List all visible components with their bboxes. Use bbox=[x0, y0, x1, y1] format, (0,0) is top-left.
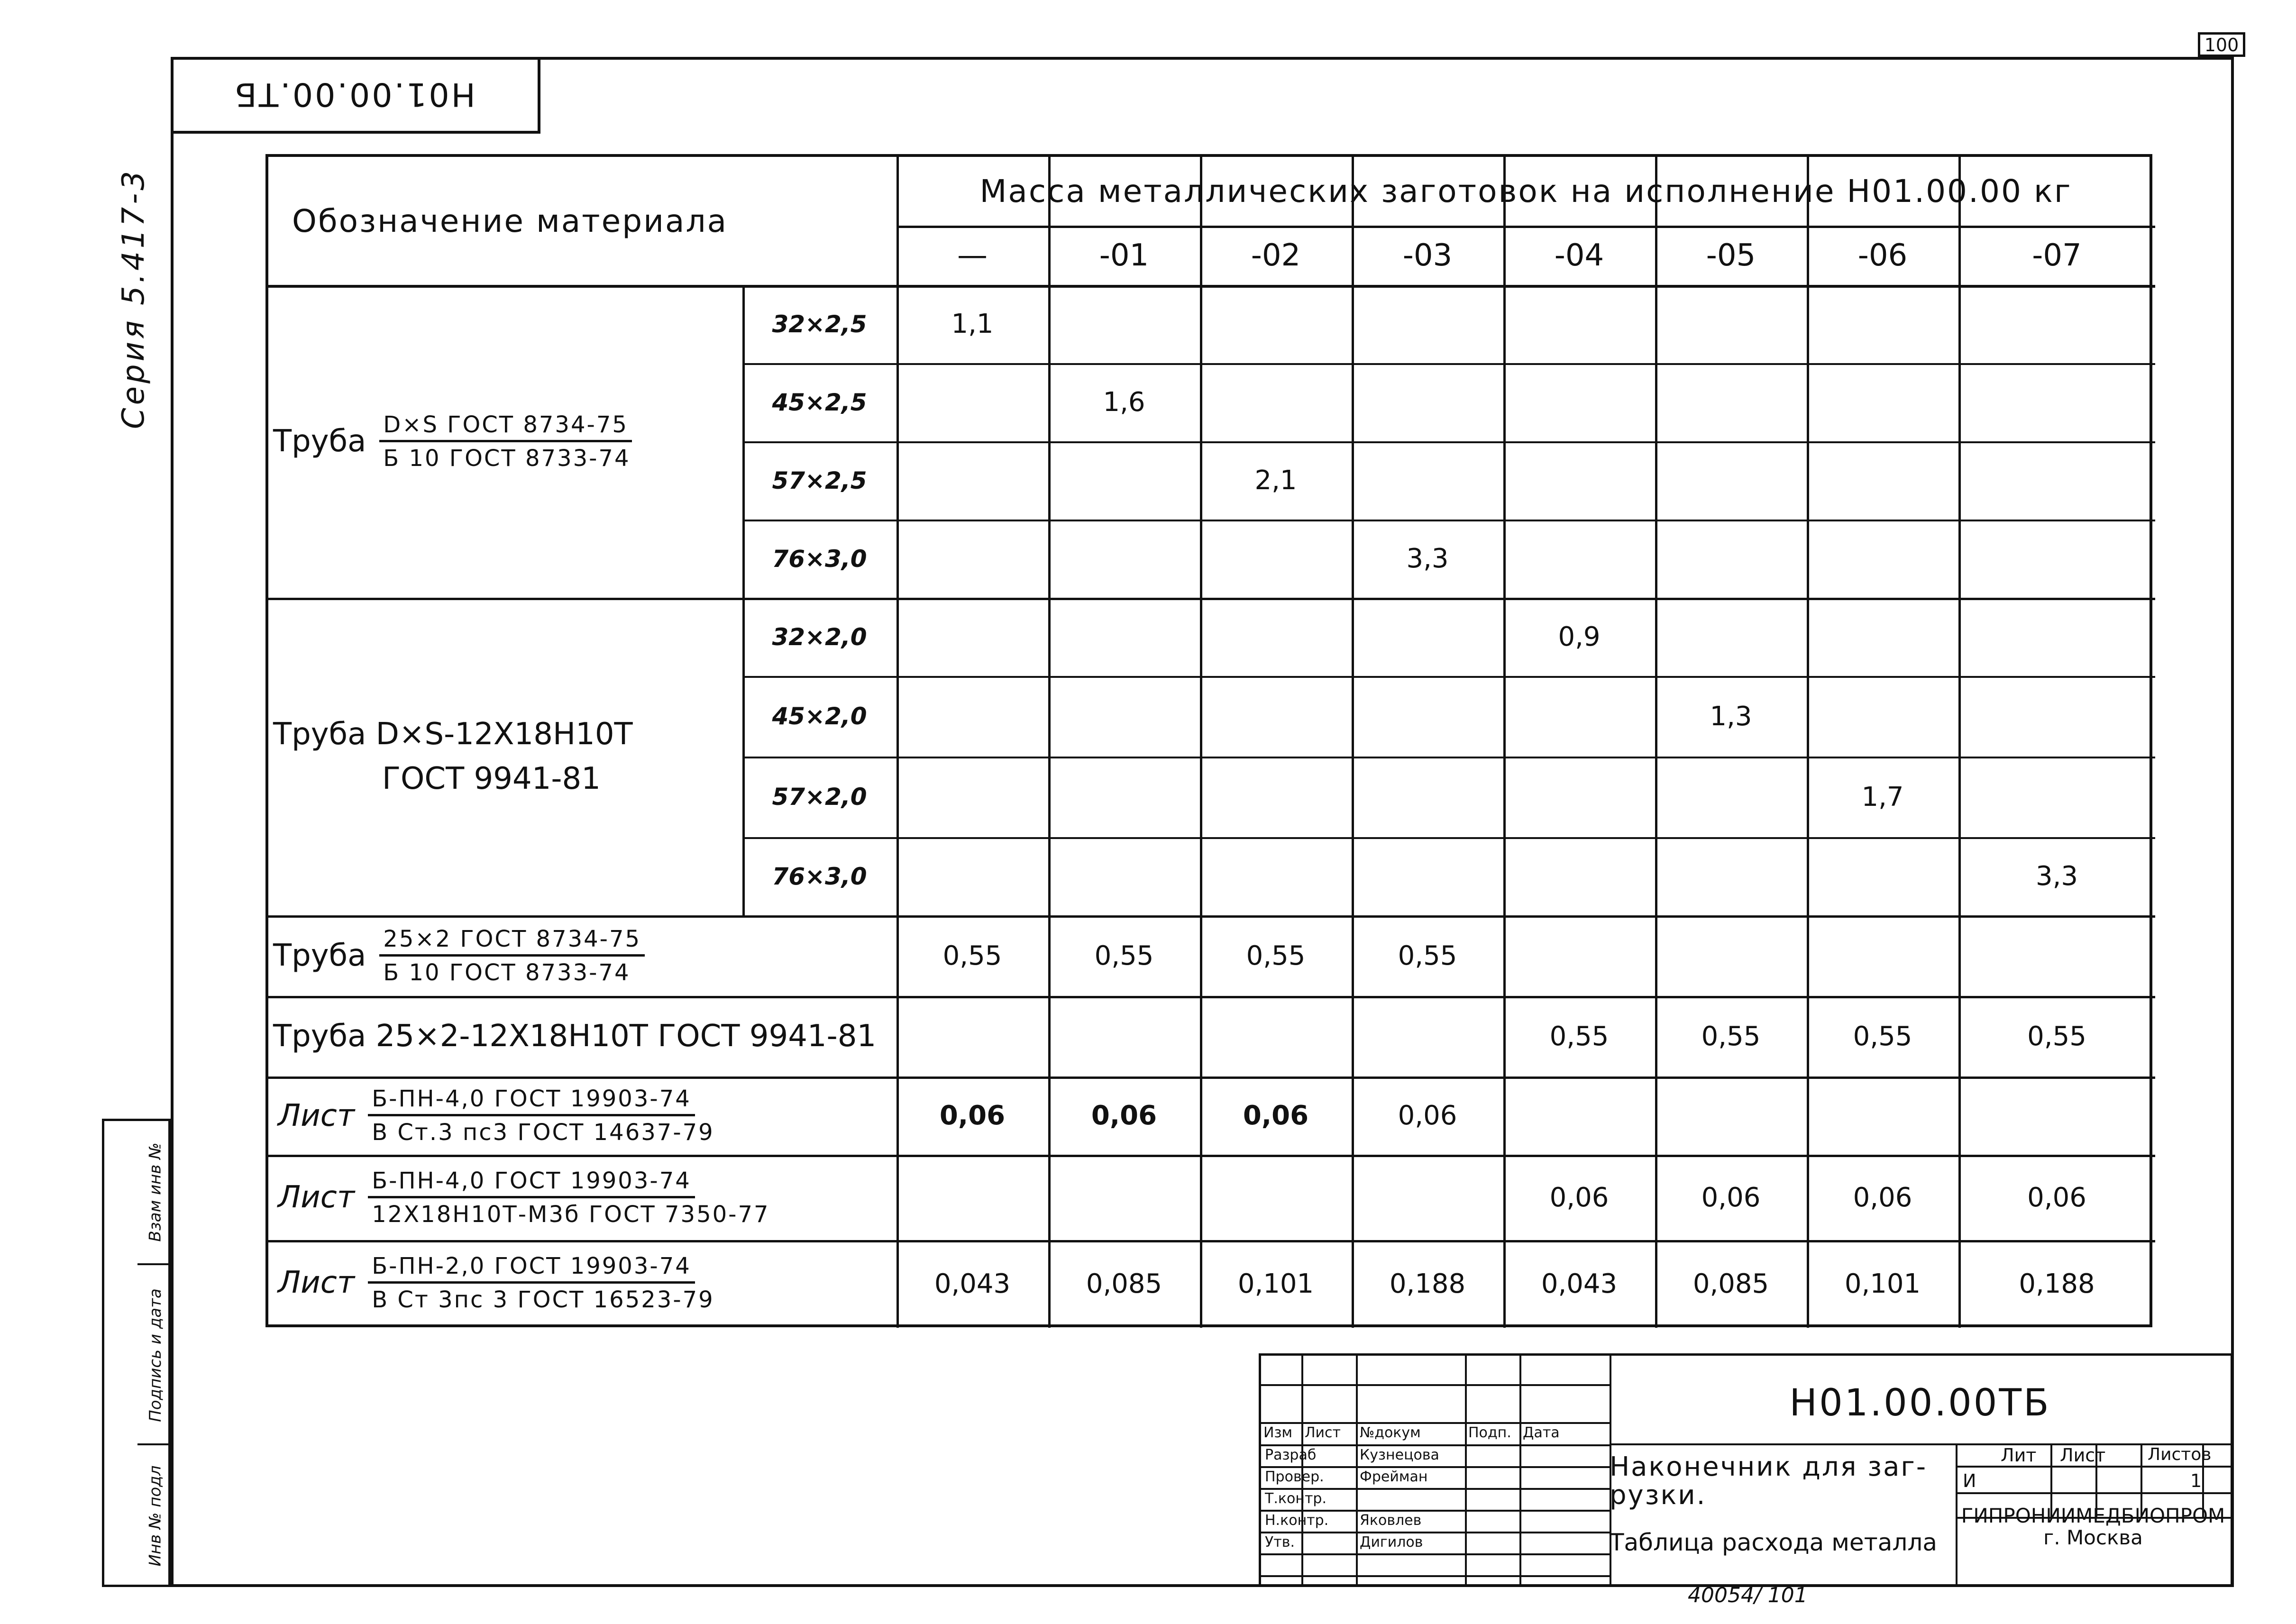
value-cell bbox=[1352, 1240, 1503, 1328]
value-text: 0,55 bbox=[1853, 1021, 1912, 1052]
tb-sheet-label: Лист bbox=[2060, 1445, 2106, 1466]
row12-fraction bbox=[368, 1168, 773, 1228]
value-cell bbox=[1352, 1155, 1503, 1240]
size-text: 45×2,0 bbox=[772, 703, 867, 730]
tb-h-4 bbox=[1261, 1510, 1610, 1512]
value-text: 0,06 bbox=[1853, 1182, 1912, 1213]
value-cell bbox=[1048, 996, 1200, 1077]
value-cell bbox=[1048, 285, 1200, 363]
value-text: 0,06 bbox=[1549, 1182, 1609, 1213]
value-cell bbox=[1048, 598, 1200, 676]
value-cell bbox=[1807, 757, 1958, 837]
value-cell bbox=[1655, 1240, 1807, 1328]
value-cell bbox=[1048, 915, 1200, 996]
value-cell bbox=[1200, 1240, 1352, 1328]
value-cell bbox=[1200, 520, 1352, 598]
value-cell bbox=[1807, 676, 1958, 757]
value-cell bbox=[896, 676, 1048, 757]
value-cell bbox=[1958, 598, 2155, 676]
value-cell bbox=[1200, 363, 1352, 441]
row9-label bbox=[268, 915, 896, 996]
value-text: 0,188 bbox=[1389, 1268, 1466, 1299]
value-cell bbox=[1503, 996, 1655, 1077]
tb-org-line1: ГИПРОНИИМЕДБИОПРОМ bbox=[1961, 1504, 2225, 1527]
tb-h-3 bbox=[1261, 1488, 1610, 1490]
value-cell bbox=[1655, 363, 1807, 441]
strip-cell-inventory bbox=[137, 1443, 173, 1587]
value-cell bbox=[1352, 915, 1503, 996]
column-header-1 bbox=[1048, 226, 1200, 285]
tb-person: Яковлев bbox=[1360, 1512, 1422, 1529]
tb-v-1 bbox=[1356, 1356, 1358, 1587]
value-cell bbox=[1958, 915, 2155, 996]
value-text: 0,55 bbox=[2027, 1021, 2086, 1052]
value-cell bbox=[896, 837, 1048, 915]
side-strip bbox=[102, 1119, 171, 1587]
value-cell bbox=[1352, 520, 1503, 598]
header-mass-text: Масса металлических заготовок на исполнение Н01.00.00 кг bbox=[979, 173, 2072, 210]
row11-label bbox=[268, 1077, 896, 1155]
tb-person: Кузнецова bbox=[1360, 1447, 1439, 1463]
value-text: 0,06 bbox=[939, 1100, 1006, 1131]
value-text: 0,06 bbox=[2027, 1182, 2086, 1213]
value-cell bbox=[1655, 837, 1807, 915]
value-cell bbox=[1958, 996, 2155, 1077]
value-cell bbox=[1807, 915, 1958, 996]
tb-v-3 bbox=[1519, 1356, 1521, 1587]
tb-role: Разраб bbox=[1265, 1447, 1317, 1463]
value-cell bbox=[1958, 1155, 2155, 1240]
value-cell bbox=[1503, 520, 1655, 598]
value-cell bbox=[1352, 363, 1503, 441]
value-cell bbox=[1352, 996, 1503, 1077]
value-cell bbox=[1503, 1077, 1655, 1155]
value-cell bbox=[1958, 837, 2155, 915]
row12-numerator: Б-ПН-4,0 ГОСТ 19903-74 bbox=[368, 1168, 695, 1198]
tb-col-header: Дата bbox=[1523, 1424, 1560, 1441]
value-cell bbox=[1958, 520, 2155, 598]
value-cell bbox=[1200, 598, 1352, 676]
size-cell bbox=[742, 676, 896, 757]
value-cell bbox=[1807, 285, 1958, 363]
row9-numerator: 25×2 ГОСТ 8734-75 bbox=[379, 926, 645, 957]
size-text: 76×3,0 bbox=[772, 862, 867, 890]
tb-col-header: Лист bbox=[1305, 1424, 1341, 1441]
value-text: 3,3 bbox=[2035, 861, 2078, 892]
row12-denominator: 12Х18Н10Т-М3б ГОСТ 7350-77 bbox=[372, 1201, 770, 1228]
column-header-5 bbox=[1655, 226, 1807, 285]
tb-h-7 bbox=[1261, 1575, 1610, 1577]
value-cell bbox=[896, 1077, 1048, 1155]
tb-name-line1: Наконечник для заг- bbox=[1610, 1451, 1928, 1482]
value-cell bbox=[896, 598, 1048, 676]
column-header-text: -05 bbox=[1706, 237, 1756, 273]
value-cell bbox=[1503, 1155, 1655, 1240]
value-cell bbox=[1655, 676, 1807, 757]
value-text: 0,043 bbox=[1541, 1268, 1618, 1299]
tb-person: Фрейман bbox=[1360, 1469, 1428, 1485]
row9-fraction bbox=[379, 926, 645, 986]
column-header-text: — bbox=[957, 237, 988, 273]
value-text: 0,06 bbox=[1243, 1100, 1309, 1131]
value-cell bbox=[1200, 441, 1352, 520]
value-cell bbox=[1503, 285, 1655, 363]
group1-fraction bbox=[379, 411, 634, 472]
value-text: 0,188 bbox=[2019, 1268, 2095, 1299]
value-cell bbox=[896, 1240, 1048, 1328]
value-cell bbox=[1958, 1240, 2155, 1328]
tb-lit-label: Лит bbox=[2001, 1445, 2037, 1466]
group1-label-text: Труба bbox=[273, 424, 366, 459]
size-text: 76×3,0 bbox=[772, 545, 867, 573]
bottom-note: 40054/ 101 bbox=[1688, 1583, 1808, 1607]
value-text: 0,06 bbox=[1701, 1182, 1761, 1213]
group1-denominator: Б 10 ГОСТ 8733-74 bbox=[383, 445, 631, 472]
value-text: 2,1 bbox=[1254, 465, 1297, 496]
row13-label bbox=[268, 1240, 896, 1325]
column-header-2 bbox=[1200, 226, 1352, 285]
size-cell bbox=[742, 598, 896, 676]
metal-consumption-table bbox=[265, 154, 2152, 1327]
tb-h-right-2 bbox=[1956, 1466, 2233, 1468]
column-header-4 bbox=[1503, 226, 1655, 285]
value-text: 1,7 bbox=[1861, 781, 1904, 812]
strip-cell-replaces bbox=[137, 1121, 173, 1263]
value-cell bbox=[1655, 520, 1807, 598]
value-cell bbox=[1655, 285, 1807, 363]
tb-h-5 bbox=[1261, 1532, 1610, 1533]
value-text: 0,55 bbox=[1398, 940, 1457, 971]
column-header-text: -04 bbox=[1554, 237, 1604, 273]
column-header-0 bbox=[896, 226, 1048, 285]
value-cell bbox=[1807, 441, 1958, 520]
tb-org bbox=[1953, 1505, 2233, 1549]
column-header-7 bbox=[1958, 226, 2155, 285]
size-cell bbox=[742, 520, 896, 598]
row10-label bbox=[268, 996, 896, 1077]
tb-col-header: Изм bbox=[1263, 1424, 1293, 1441]
value-text: 0,101 bbox=[1237, 1268, 1314, 1299]
value-text: 0,55 bbox=[942, 940, 1002, 971]
size-text: 45×2,5 bbox=[772, 388, 867, 416]
group2-label bbox=[268, 598, 742, 915]
strip-label-replaces: Взам инв № bbox=[146, 1142, 165, 1242]
value-cell bbox=[1807, 837, 1958, 915]
value-cell bbox=[1048, 520, 1200, 598]
value-cell bbox=[1807, 1077, 1958, 1155]
value-cell bbox=[1807, 598, 1958, 676]
tb-org-line2: г. Москва bbox=[2043, 1526, 2143, 1549]
value-text: 0,085 bbox=[1692, 1268, 1769, 1299]
value-cell bbox=[1200, 757, 1352, 837]
header-mass bbox=[896, 157, 2155, 226]
row9-label-text: Труба bbox=[273, 938, 366, 973]
tb-h-right-3 bbox=[1956, 1492, 2233, 1494]
value-text: 0,101 bbox=[1844, 1268, 1921, 1299]
value-text: 0,55 bbox=[1094, 940, 1154, 971]
group1-numerator: D×S ГОСТ 8734-75 bbox=[379, 411, 632, 442]
tb-name-line2: рузки. bbox=[1610, 1480, 1707, 1511]
value-cell bbox=[1503, 598, 1655, 676]
value-cell bbox=[1503, 363, 1655, 441]
row10-label-text: Труба 25×2-12Х18Н10Т ГОСТ 9941-81 bbox=[273, 1019, 877, 1054]
tb-col-header: Подп. bbox=[1468, 1424, 1511, 1441]
value-cell bbox=[1807, 996, 1958, 1077]
value-cell bbox=[1048, 1155, 1200, 1240]
group2-label-text: Труба D×S-12Х18Н10Т bbox=[273, 717, 633, 752]
value-cell bbox=[1200, 915, 1352, 996]
tb-h-6 bbox=[1261, 1553, 1610, 1555]
value-cell bbox=[1352, 757, 1503, 837]
value-cell bbox=[1048, 1240, 1200, 1328]
tb-sheets-value: 1 bbox=[2190, 1470, 2202, 1491]
value-cell bbox=[1503, 441, 1655, 520]
row11-numerator: Б-ПН-4,0 ГОСТ 19903-74 bbox=[368, 1086, 695, 1116]
value-cell bbox=[1048, 1077, 1200, 1155]
row13-fraction bbox=[368, 1253, 718, 1313]
series-label-text: Серия 5.417-3 bbox=[116, 168, 151, 429]
tb-name bbox=[1610, 1453, 1927, 1510]
value-cell bbox=[1503, 757, 1655, 837]
sheet-number: 100 bbox=[2198, 32, 2245, 57]
value-cell bbox=[1655, 441, 1807, 520]
tb-h-2 bbox=[1261, 1466, 1610, 1468]
column-header-text: -07 bbox=[2032, 237, 2082, 273]
header-material-text: Обозначение материала bbox=[292, 202, 728, 239]
group1-label bbox=[268, 285, 742, 598]
value-cell bbox=[896, 915, 1048, 996]
value-cell bbox=[896, 1155, 1048, 1240]
series-label bbox=[110, 168, 157, 429]
size-text: 57×2,5 bbox=[772, 466, 867, 494]
value-cell bbox=[1200, 676, 1352, 757]
value-cell bbox=[1655, 1077, 1807, 1155]
strip-label-signature: Подпись и дата bbox=[146, 1288, 165, 1422]
tb-role: Н.контр. bbox=[1265, 1512, 1329, 1529]
column-header-text: -06 bbox=[1857, 237, 1908, 273]
tb-h-top bbox=[1261, 1384, 1610, 1386]
value-cell bbox=[1503, 837, 1655, 915]
row13-numerator: Б-ПН-2,0 ГОСТ 19903-74 bbox=[368, 1253, 695, 1284]
column-header-text: -02 bbox=[1251, 237, 1301, 273]
value-cell bbox=[1352, 676, 1503, 757]
value-text: 0,043 bbox=[934, 1268, 1011, 1299]
value-cell bbox=[1352, 837, 1503, 915]
value-text: 0,9 bbox=[1558, 621, 1601, 652]
tb-h-0 bbox=[1261, 1422, 1610, 1424]
value-text: 0,085 bbox=[1086, 1268, 1162, 1299]
value-cell bbox=[1048, 441, 1200, 520]
tb-lit-value: И bbox=[1963, 1470, 1976, 1491]
value-cell bbox=[1352, 598, 1503, 676]
size-text: 32×2,0 bbox=[772, 623, 867, 651]
value-cell bbox=[1655, 996, 1807, 1077]
tb-h-1 bbox=[1261, 1444, 1610, 1446]
value-text: 0,06 bbox=[1091, 1100, 1157, 1131]
column-header-text: -03 bbox=[1402, 237, 1453, 273]
tb-role: Т.контр. bbox=[1265, 1490, 1327, 1507]
value-text: 3,3 bbox=[1406, 543, 1449, 574]
tb-role: Утв. bbox=[1265, 1534, 1295, 1551]
value-text: 0,06 bbox=[1398, 1100, 1457, 1131]
tb-subtitle: Таблица расхода металла bbox=[1610, 1529, 1937, 1556]
row11-denominator: В Ст.3 пс3 ГОСТ 14637-79 bbox=[372, 1119, 714, 1146]
tb-person: Дигилов bbox=[1360, 1534, 1423, 1551]
top-stamp bbox=[171, 57, 540, 134]
value-cell bbox=[1352, 285, 1503, 363]
value-cell bbox=[1503, 1240, 1655, 1328]
row11-label-text: Лист bbox=[278, 1098, 355, 1133]
size-cell bbox=[742, 757, 896, 837]
tb-designation: Н01.00.00ТБ bbox=[1789, 1382, 2051, 1424]
tb-sheets-label: Листов bbox=[2148, 1445, 2212, 1464]
size-text: 32×2,5 bbox=[772, 310, 867, 338]
value-cell bbox=[1958, 285, 2155, 363]
value-cell bbox=[1655, 915, 1807, 996]
column-header-text: -01 bbox=[1099, 237, 1149, 273]
value-text: 1,6 bbox=[1103, 387, 1145, 418]
value-cell bbox=[1200, 837, 1352, 915]
value-text: 0,55 bbox=[1549, 1021, 1609, 1052]
value-cell bbox=[1958, 1077, 2155, 1155]
top-stamp-text: Н01.00.00.ТБ bbox=[233, 75, 476, 113]
row9-denominator: Б 10 ГОСТ 8733-74 bbox=[383, 959, 631, 986]
value-cell bbox=[1503, 676, 1655, 757]
value-cell bbox=[1807, 520, 1958, 598]
value-cell bbox=[1807, 1240, 1958, 1328]
tb-role: Провер. bbox=[1265, 1469, 1324, 1485]
tb-col-header: №докум bbox=[1360, 1424, 1421, 1441]
value-cell bbox=[896, 363, 1048, 441]
value-cell bbox=[1655, 598, 1807, 676]
strip-cell-signature bbox=[137, 1263, 173, 1445]
value-cell bbox=[1503, 915, 1655, 996]
size-cell bbox=[742, 441, 896, 520]
size-cell bbox=[742, 285, 896, 363]
row11-fraction bbox=[368, 1086, 718, 1146]
value-text: 1,3 bbox=[1710, 701, 1752, 732]
tb-h-right-1 bbox=[1610, 1443, 2233, 1445]
value-cell bbox=[1048, 676, 1200, 757]
column-header-6 bbox=[1807, 226, 1958, 285]
value-cell bbox=[896, 757, 1048, 837]
value-cell bbox=[1958, 757, 2155, 837]
value-text: 0,55 bbox=[1701, 1021, 1761, 1052]
row13-denominator: В Ст 3пс 3 ГОСТ 16523-79 bbox=[372, 1286, 714, 1313]
value-cell bbox=[1200, 285, 1352, 363]
value-cell bbox=[1655, 1155, 1807, 1240]
value-cell bbox=[896, 441, 1048, 520]
group2-label-gost: ГОСТ 9941-81 bbox=[382, 761, 601, 796]
value-cell bbox=[1807, 1155, 1958, 1240]
value-cell bbox=[1352, 1077, 1503, 1155]
value-cell bbox=[1807, 363, 1958, 441]
strip-label-inventory: Инв № подл bbox=[146, 1465, 165, 1567]
value-text: 1,1 bbox=[951, 309, 994, 339]
value-cell bbox=[1200, 1155, 1352, 1240]
row13-label-text: Лист bbox=[278, 1265, 355, 1300]
value-cell bbox=[896, 285, 1048, 363]
value-cell bbox=[1655, 757, 1807, 837]
value-cell bbox=[1048, 363, 1200, 441]
value-cell bbox=[1958, 441, 2155, 520]
value-cell bbox=[1200, 1077, 1352, 1155]
value-text: 0,55 bbox=[1246, 940, 1306, 971]
row12-label bbox=[268, 1155, 896, 1240]
value-cell bbox=[1958, 363, 2155, 441]
value-cell bbox=[896, 520, 1048, 598]
tb-v-2 bbox=[1465, 1356, 1467, 1587]
value-cell bbox=[1958, 676, 2155, 757]
column-header-3 bbox=[1352, 226, 1503, 285]
size-cell bbox=[742, 837, 896, 915]
value-cell bbox=[1048, 837, 1200, 915]
size-cell bbox=[742, 363, 896, 441]
size-text: 57×2,0 bbox=[772, 783, 867, 811]
value-cell bbox=[1048, 757, 1200, 837]
value-cell bbox=[1352, 441, 1503, 520]
value-cell bbox=[1200, 996, 1352, 1077]
value-cell bbox=[896, 996, 1048, 1077]
row12-label-text: Лист bbox=[278, 1180, 355, 1215]
